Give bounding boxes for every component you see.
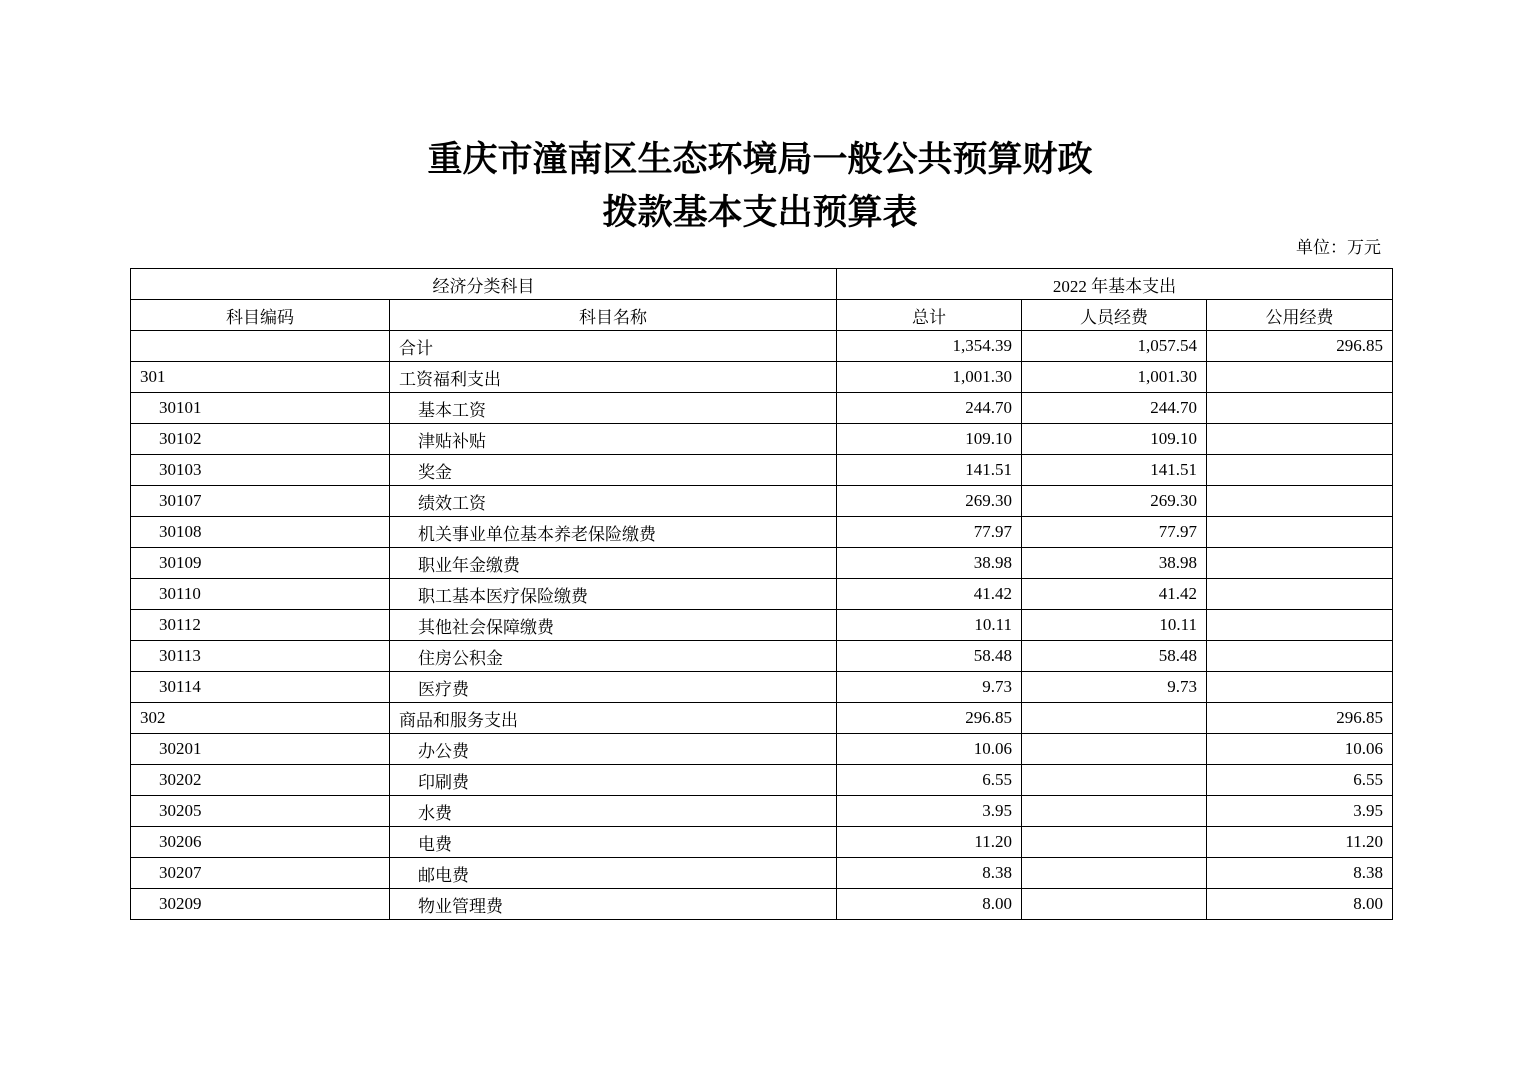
cell-personnel: 1,057.54	[1022, 331, 1207, 362]
cell-public	[1207, 393, 1393, 424]
cell-public	[1207, 424, 1393, 455]
cell-total: 38.98	[837, 548, 1022, 579]
cell-code: 30205	[131, 796, 390, 827]
header-public: 公用经费	[1207, 300, 1393, 331]
header-total: 总计	[837, 300, 1022, 331]
cell-public	[1207, 641, 1393, 672]
cell-personnel: 141.51	[1022, 455, 1207, 486]
cell-total: 10.11	[837, 610, 1022, 641]
cell-name: 物业管理费	[390, 889, 837, 920]
cell-personnel	[1022, 889, 1207, 920]
cell-public	[1207, 579, 1393, 610]
cell-personnel	[1022, 827, 1207, 858]
table-row	[131, 331, 1393, 362]
table-row	[131, 579, 1393, 610]
header-economic-classification: 经济分类科目	[131, 269, 837, 300]
cell-public: 3.95	[1207, 796, 1393, 827]
table-row	[131, 765, 1393, 796]
cell-code: 30103	[131, 455, 390, 486]
header-basic-expenditure-2022: 2022 年基本支出	[837, 269, 1393, 300]
table-row	[131, 703, 1393, 734]
cell-public: 296.85	[1207, 703, 1393, 734]
cell-name: 工资福利支出	[390, 362, 837, 393]
table-row	[131, 796, 1393, 827]
cell-name: 电费	[390, 827, 837, 858]
cell-code: 30206	[131, 827, 390, 858]
cell-code: 30101	[131, 393, 390, 424]
table-row	[131, 548, 1393, 579]
cell-code: 30202	[131, 765, 390, 796]
cell-personnel: 109.10	[1022, 424, 1207, 455]
cell-name: 职业年金缴费	[390, 548, 837, 579]
cell-code: 30207	[131, 858, 390, 889]
cell-name: 医疗费	[390, 672, 837, 703]
cell-public	[1207, 610, 1393, 641]
cell-code: 30110	[131, 579, 390, 610]
table-row	[131, 362, 1393, 393]
unit-label: 单位：万元	[1296, 238, 1381, 258]
cell-name: 邮电费	[390, 858, 837, 889]
cell-total: 77.97	[837, 517, 1022, 548]
cell-name: 机关事业单位基本养老保险缴费	[390, 517, 837, 548]
cell-total: 3.95	[837, 796, 1022, 827]
cell-code	[131, 331, 390, 362]
cell-total: 11.20	[837, 827, 1022, 858]
cell-public: 296.85	[1207, 331, 1393, 362]
cell-name: 绩效工资	[390, 486, 837, 517]
cell-total: 8.00	[837, 889, 1022, 920]
header-code: 科目编码	[131, 300, 390, 331]
cell-code: 30114	[131, 672, 390, 703]
cell-name: 其他社会保障缴费	[390, 610, 837, 641]
cell-public: 11.20	[1207, 827, 1393, 858]
cell-name: 津贴补贴	[390, 424, 837, 455]
cell-personnel	[1022, 858, 1207, 889]
table-row	[131, 858, 1393, 889]
cell-total: 244.70	[837, 393, 1022, 424]
cell-total: 41.42	[837, 579, 1022, 610]
cell-total: 296.85	[837, 703, 1022, 734]
cell-personnel	[1022, 734, 1207, 765]
cell-code: 30109	[131, 548, 390, 579]
table-row	[131, 486, 1393, 517]
cell-code: 30113	[131, 641, 390, 672]
cell-code: 302	[131, 703, 390, 734]
cell-public: 6.55	[1207, 765, 1393, 796]
cell-code: 30209	[131, 889, 390, 920]
cell-code: 30107	[131, 486, 390, 517]
cell-total: 58.48	[837, 641, 1022, 672]
cell-total: 6.55	[837, 765, 1022, 796]
cell-public	[1207, 362, 1393, 393]
cell-code: 30201	[131, 734, 390, 765]
cell-name: 奖金	[390, 455, 837, 486]
cell-personnel: 9.73	[1022, 672, 1207, 703]
cell-name: 商品和服务支出	[390, 703, 837, 734]
cell-public	[1207, 672, 1393, 703]
cell-personnel: 1,001.30	[1022, 362, 1207, 393]
cell-name: 住房公积金	[390, 641, 837, 672]
cell-public	[1207, 548, 1393, 579]
table-row	[131, 641, 1393, 672]
table-row	[131, 424, 1393, 455]
header-row-columns	[131, 300, 1393, 331]
cell-total: 9.73	[837, 672, 1022, 703]
cell-personnel: 269.30	[1022, 486, 1207, 517]
cell-public	[1207, 455, 1393, 486]
cell-public	[1207, 486, 1393, 517]
cell-personnel: 38.98	[1022, 548, 1207, 579]
table-row	[131, 672, 1393, 703]
cell-total: 141.51	[837, 455, 1022, 486]
cell-public	[1207, 517, 1393, 548]
table-row	[131, 455, 1393, 486]
header-personnel: 人员经费	[1022, 300, 1207, 331]
page-title-line2: 拨款基本支出预算表	[602, 192, 918, 233]
budget-table	[130, 268, 1393, 920]
cell-personnel	[1022, 796, 1207, 827]
header-row-group	[131, 269, 1393, 300]
cell-name: 水费	[390, 796, 837, 827]
table-row	[131, 517, 1393, 548]
cell-total: 8.38	[837, 858, 1022, 889]
cell-code: 30102	[131, 424, 390, 455]
table-row	[131, 610, 1393, 641]
cell-total: 269.30	[837, 486, 1022, 517]
cell-code: 30108	[131, 517, 390, 548]
cell-total: 109.10	[837, 424, 1022, 455]
cell-total: 1,354.39	[837, 331, 1022, 362]
cell-name: 办公费	[390, 734, 837, 765]
cell-personnel: 10.11	[1022, 610, 1207, 641]
cell-name: 合计	[390, 331, 837, 362]
cell-name: 基本工资	[390, 393, 837, 424]
page-title-line1: 重庆市潼南区生态环境局一般公共预算财政	[427, 139, 1093, 180]
cell-name: 职工基本医疗保险缴费	[390, 579, 837, 610]
table-row	[131, 827, 1393, 858]
cell-total: 1,001.30	[837, 362, 1022, 393]
cell-personnel	[1022, 765, 1207, 796]
table-row	[131, 889, 1393, 920]
table-row	[131, 734, 1393, 765]
cell-public: 8.00	[1207, 889, 1393, 920]
cell-code: 30112	[131, 610, 390, 641]
cell-personnel: 77.97	[1022, 517, 1207, 548]
cell-personnel: 244.70	[1022, 393, 1207, 424]
cell-personnel: 41.42	[1022, 579, 1207, 610]
header-name: 科目名称	[390, 300, 837, 331]
table-row	[131, 393, 1393, 424]
cell-code: 301	[131, 362, 390, 393]
cell-public: 8.38	[1207, 858, 1393, 889]
cell-personnel: 58.48	[1022, 641, 1207, 672]
table-body	[131, 331, 1393, 920]
cell-name: 印刷费	[390, 765, 837, 796]
cell-personnel	[1022, 703, 1207, 734]
cell-total: 10.06	[837, 734, 1022, 765]
cell-public: 10.06	[1207, 734, 1393, 765]
